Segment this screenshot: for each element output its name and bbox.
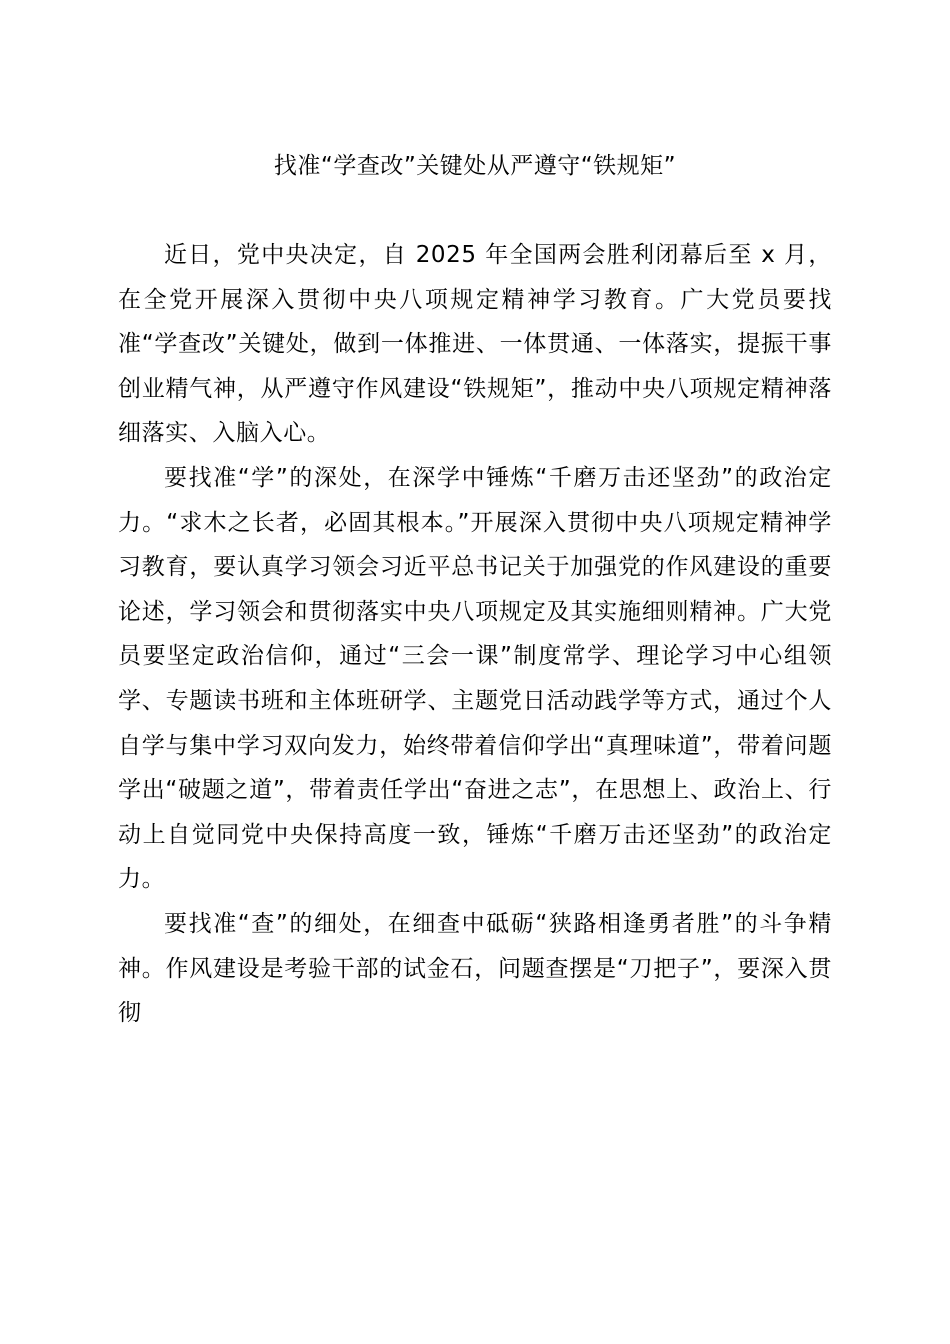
document-title: 找准“学查改”关键处从严遵守“铁规矩” [273, 153, 677, 179]
paragraph-2: 要找准“学”的深处，在深学中锤炼“千磨万击还坚劲”的政治定力。“求木之长者，必固其根本。”开展深入贯彻中央八项规定精神学习教育，要认真学习领会习近平总书记关于加强党的作风建设的重要论述，学习领会和贯彻落实中央八项规定及其实施细则精神。广大党员要坚定政治信仰，通过“三会一课”制度常学、理论学习中心组领学、专题读书班和主体班研学、主题党日活动践学等方式，通过个人自学与集中学习双向发力，始终带着信仰学出“真理味道”，带着问题学出“破题之道”，带着责任学出“奋进之志”，在思想上、政治上、行动上自觉同党中央保持高度一致，锤炼“千磨万击还坚劲”的政治定力。 [118, 464, 832, 893]
paragraph-3: 要找准“查”的细处，在细查中砥砺“狭路相逢勇者胜”的斗争精神。作风建设是考验干部的试金石，问题查摆是“刀把子”，要深入贯彻 [118, 910, 832, 1027]
document-body [118, 233, 832, 1036]
paragraph-1: 近日，党中央决定，自 2025 年全国两会胜利闭幕后至 x 月，在全党开展深入贯彻中央八项规定精神学习教育。广大党员要找准“学查改”关键处，做到一体推进、一体贯通、一体落实，提振干事创业精气神，从严遵守作风建设“铁规矩”，推动中央八项规定精神落细落实、入脑入心。 [118, 242, 832, 447]
